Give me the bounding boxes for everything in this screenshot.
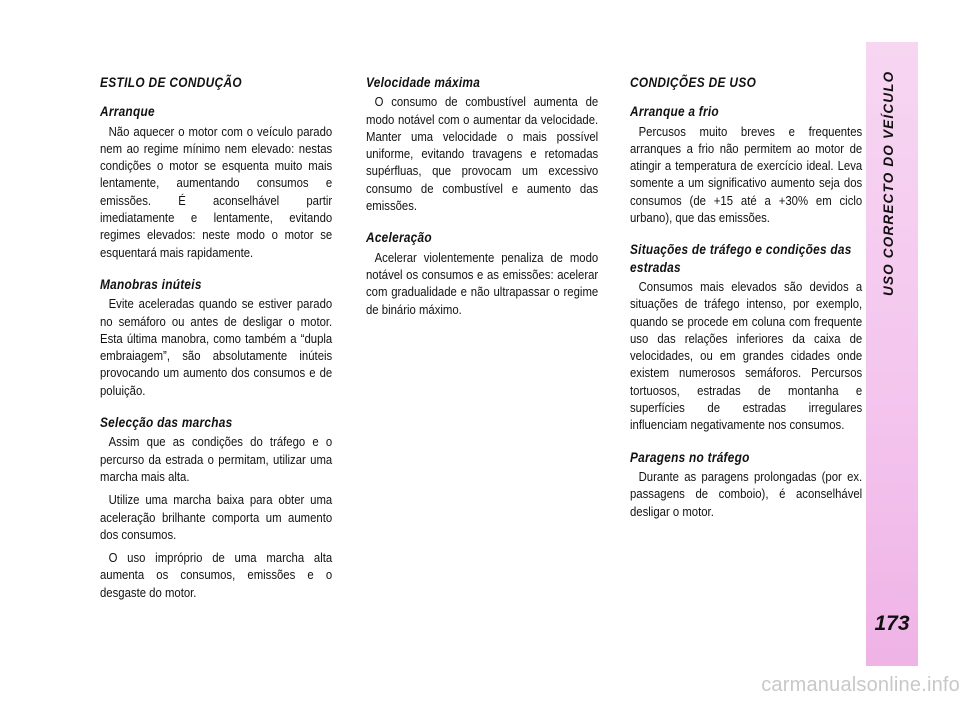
paragraph-frio: Percusos muito breves e frequentes arranques a frio não permitem ao motor de atingir a temperatura de exercício ideal. Leva somente a um significativo aumento seja dos consumos (de +15 até a +30% em ciclo urbano), que das emissões. (630, 123, 863, 226)
page-number: 173 (874, 612, 910, 635)
section-velocidade (366, 74, 598, 214)
subheading-paragens: Paragens no tráfego (630, 449, 750, 465)
paragraph-seleccao-2: Utilize uma marcha baixa para obter uma aceleração brilhante comporta um aumento dos consumos. (100, 492, 333, 542)
section-frio (630, 103, 862, 226)
section-heading-condicoes: CONDIÇÕES DE USO (630, 75, 757, 90)
paragraph-aceleracao: Acelerar violentemente penaliza de modo notável os consumos e as emissões: acelerar com gradualidade e não ultrapassar o regime de binário máximo. (366, 249, 599, 317)
subheading-seleccao: Selecção das marchas (100, 415, 233, 431)
paragraph-seleccao-1: Assim que as condições do tráfego e o percurso da estrada o permitam, utilizar uma marcha mais alta. (100, 434, 333, 484)
sidebar-section-title: USO CORRECTO DO VEÍCULO (881, 70, 896, 296)
paragraph-arranque: Não aquecer o motor com o veículo parado nem ao regime mínimo nem elevado: nestas condições o motor se esquenta muito mais lentamente, aumentando consumos e emissões. É aconselhável partir imediatamente e lentamente, evitando regimes elevados: neste modo o motor se esquentará mais rapidamente. (100, 123, 333, 260)
subheading-arranque: Arranque (100, 104, 155, 120)
section-manobras (100, 276, 332, 399)
section-aceleracao (366, 229, 598, 317)
subheading-aceleracao: Aceleração (366, 230, 432, 246)
paragraph-manobras: Evite aceleradas quando se estiver parado no semáforo ou antes de desligar o motor. Esta última manobra, como também a “dupla embraiagem”, são absolutamente inúteis provocando um aumento dos consumos e de poluição. (100, 296, 333, 398)
subheading-velocidade: Velocidade máxima (366, 75, 481, 90)
section-heading-estilo: ESTILO DE CONDUÇÃO (100, 75, 242, 90)
section-situacoes (630, 241, 862, 433)
column-2 (366, 74, 598, 333)
watermark: carmanualsonline.info (761, 674, 960, 696)
subheading-situacoes: Situações de tráfego e condições das estradas (630, 242, 852, 275)
section-arranque (100, 103, 332, 261)
column-3 (630, 74, 862, 535)
paragraph-seleccao-3: O uso impróprio de uma marcha alta aumenta os consumos, emissões e o desgaste do motor. (100, 550, 333, 600)
paragraph-paragens: Durante as paragens prolongadas (por ex. passagens de comboio), é aconselhável desligar o motor. (630, 468, 863, 519)
subheading-frio: Arranque a frio (630, 104, 719, 120)
section-paragens (630, 449, 862, 520)
column-1 (100, 74, 332, 616)
section-seleccao (100, 414, 332, 601)
paragraph-velocidade: O consumo de combustível aumenta de modo notável com o aumentar da velocidade. Manter uma velocidade o mais possível uniforme, evitando travagens e retomadas supérfluas, que provocam um excessivo consumo de combustível e aumento das emissões. (366, 94, 599, 214)
paragraph-situacoes: Consumos mais elevados são devidos a situações de tráfego intenso, por exemplo, quando se procede em coluna com frequente uso das relações inferiores da caixa de velocidades, ou em grandes cidades onde existem numerosos semáforos. Percursos tortuosos, estradas de montanha e superfícies de estradas irregulares influenciam negativamente nos consumos. (630, 278, 863, 433)
subheading-manobras: Manobras inúteis (100, 276, 202, 292)
